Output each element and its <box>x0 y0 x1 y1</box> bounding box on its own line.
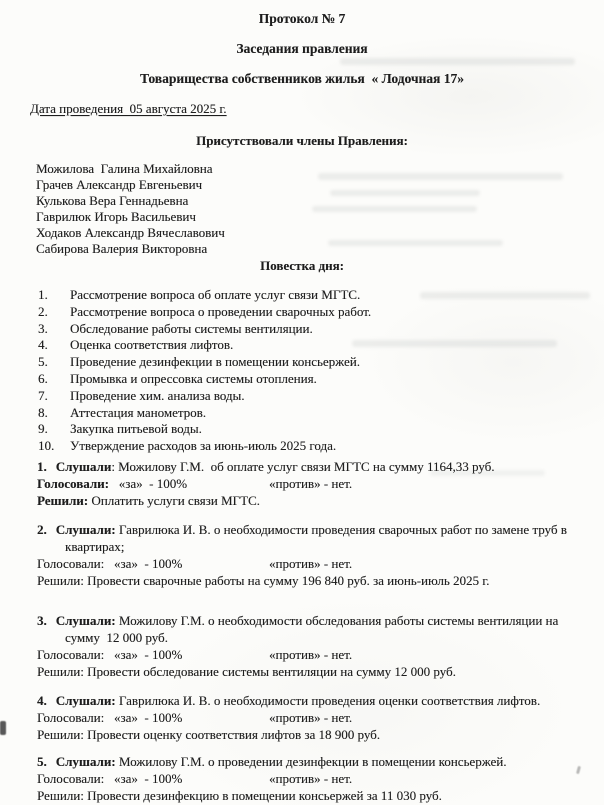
resolution-number: 1. <box>37 458 47 474</box>
decided-line <box>37 572 576 589</box>
voted-label: Голосовали: <box>37 475 109 491</box>
agenda-item-number: 5. <box>38 354 48 370</box>
agenda-item-number: 9. <box>38 421 48 437</box>
scan-fleck <box>0 721 6 735</box>
agenda-item <box>38 337 604 354</box>
decided-line <box>37 787 576 804</box>
attendee-name: Кулькова Вера Геннадьевна <box>36 193 189 208</box>
vote-for-text: «за» - 100% <box>104 555 183 571</box>
voted-line <box>37 646 576 663</box>
agenda-item-number: 6. <box>38 370 48 386</box>
agenda-item-text: Утверждение расходов за июнь-июль 2025 года. <box>70 438 337 454</box>
heard-text: Гаврилюка И. В. о необходимости проведения сварочных работ по замене труб в квартирах; <box>65 521 567 554</box>
resolution-number: 2. <box>37 521 47 537</box>
attendee-name: Грачев Александр Евгеньевич <box>36 177 203 192</box>
vote-for-block <box>37 709 269 726</box>
decided-text: Провести обследование системы вентиляции на сумму 12 000 руб. <box>83 663 456 679</box>
vote-against-text: «против» - нет. <box>269 555 353 571</box>
resolution-number: 4. <box>37 692 47 708</box>
decided-label: Решили: <box>37 726 84 742</box>
agenda-item-text: Проведение дезинфекции в помещении консьержей. <box>70 354 360 370</box>
decided-text: Провести оценку соответствия лифтов за 18 900 руб. <box>83 726 381 742</box>
vote-for-text: «за» - 100% <box>108 475 188 491</box>
heard-line <box>37 753 576 770</box>
attendee-name: Ходаков Александр Вячеславович <box>36 225 225 240</box>
resolution-item <box>37 458 576 509</box>
agenda-item <box>38 304 604 321</box>
vote-for-text: «за» - 100% <box>104 646 183 662</box>
resolution-number: 5. <box>37 753 47 769</box>
vote-against-text: «против» - нет. <box>269 646 353 662</box>
voted-label: Голосовали: <box>37 646 105 662</box>
resolution-item <box>37 692 576 743</box>
vote-for-block <box>37 770 269 787</box>
vote-for-text: «за» - 100% <box>104 770 183 786</box>
agenda-item-number: 1. <box>38 287 48 302</box>
vote-for-block <box>37 646 269 663</box>
voted-label: Голосовали: <box>37 555 105 571</box>
decided-text: Провести дезинфекцию в помещении консьержей за 11 030 руб. <box>83 787 442 803</box>
heard-line <box>37 612 576 646</box>
attendee-name: Можилова Галина Михайловна <box>36 161 213 176</box>
vote-for-block <box>37 475 269 492</box>
decided-text: Оплатить услуги связи МГТС. <box>88 492 260 508</box>
vote-against-text: «против» - нет. <box>269 475 353 491</box>
agenda-item-text: Закупка питьевой воды. <box>70 421 202 437</box>
agenda-heading: Повестка дня: <box>260 258 344 273</box>
resolution-number: 3. <box>37 612 47 628</box>
decided-label: Решили: <box>37 787 84 803</box>
agenda-item <box>38 438 604 455</box>
agenda-list <box>38 287 604 455</box>
voted-label: Голосовали: <box>37 709 105 725</box>
heard-label: Слушали: <box>55 521 116 537</box>
decided-label: Решили: <box>37 663 84 679</box>
agenda-item-text: Рассмотрение вопроса о проведении сварочных работ. <box>70 303 372 319</box>
attendees-heading: Присутствовали члены Правления: <box>196 133 408 148</box>
heard-line <box>37 521 576 555</box>
decided-text: Провести сварочные работы на сумму 196 840 руб. за июнь-июль 2025 г. <box>83 572 490 588</box>
agenda-item-number: 8. <box>38 404 48 420</box>
decided-line <box>37 492 576 509</box>
agenda-item <box>38 354 604 371</box>
heard-text: Можилову Г.М. о необходимости обследования работы системы вентиляции на сумму 12 000 руб. <box>65 612 559 645</box>
resolution-item <box>37 612 576 680</box>
decided-label: Решили: <box>37 572 84 588</box>
vote-for-text: «за» - 100% <box>104 709 183 725</box>
agenda-item-text: Оценка соответствия лифтов. <box>70 337 234 353</box>
agenda-item-number: 2. <box>38 303 48 319</box>
doc-title-line3: Товарищества собственников жилья « Лодочная 17» <box>140 71 464 86</box>
meeting-date-text: Дата проведения 05 августа 2025 г. <box>30 101 227 116</box>
agenda-item <box>38 405 604 422</box>
heard-label: Слушали <box>55 458 112 474</box>
voted-line <box>37 770 576 787</box>
doc-title-line1: Протокол № 7 <box>258 11 346 26</box>
agenda-item-text: Аттестация манометров. <box>70 404 207 420</box>
agenda-item <box>38 421 604 438</box>
attendees-list <box>36 161 604 257</box>
vote-for-block <box>37 555 269 572</box>
agenda-item <box>38 287 604 304</box>
decided-label: Решили: <box>37 492 89 508</box>
vote-against-text: «против» - нет. <box>269 770 353 786</box>
heard-line <box>37 458 576 475</box>
voted-line <box>37 555 576 572</box>
heard-text: Гаврилюка И. В. о необходимости проведения оценки соответствия лифтов. <box>115 692 541 708</box>
agenda-item-number: 10. <box>38 438 55 454</box>
heard-label: Слушали: <box>55 692 116 708</box>
voted-label: Голосовали: <box>37 770 105 786</box>
heard-text: : Можилову Г.М. об оплате услуг связи МГТС на сумму 1164,33 руб. <box>111 458 495 474</box>
heard-line <box>37 692 576 709</box>
heard-label: Слушали: <box>55 612 116 628</box>
resolutions-section <box>37 458 576 804</box>
voted-line <box>37 475 576 492</box>
agenda-item-number: 3. <box>38 320 48 336</box>
heard-label: Слушали: <box>55 753 116 769</box>
agenda-item <box>38 321 604 338</box>
heard-text: Можилову Г.М. о проведении дезинфекции в помещении консьержей. <box>115 753 507 769</box>
attendee-name: Гаврилюк Игорь Васильевич <box>36 209 196 224</box>
agenda-item-text: Проведение хим. анализа воды. <box>70 387 245 403</box>
agenda-item-text: Рассмотрение вопроса об оплате услуг связи МГТС. <box>70 287 361 302</box>
scan-smudge <box>340 58 575 65</box>
agenda-item-number: 7. <box>38 387 48 403</box>
attendee-name: Сабирова Валерия Викторовна <box>36 241 208 256</box>
voted-line <box>37 709 576 726</box>
agenda-item-number: 4. <box>38 337 48 353</box>
agenda-item <box>38 388 604 405</box>
agenda-item <box>38 371 604 388</box>
scan-fleck <box>576 766 581 775</box>
decided-line <box>37 726 576 743</box>
decided-line <box>37 663 576 680</box>
agenda-item-text: Обследование работы системы вентиляции. <box>70 320 313 336</box>
resolution-item <box>37 521 576 589</box>
resolution-item <box>37 753 576 804</box>
agenda-item-text: Промывка и опрессовка системы отопления. <box>70 370 317 386</box>
meeting-date-line <box>30 100 604 117</box>
doc-title-line2: Заседания правления <box>236 41 368 56</box>
vote-against-text: «против» - нет. <box>269 709 353 725</box>
